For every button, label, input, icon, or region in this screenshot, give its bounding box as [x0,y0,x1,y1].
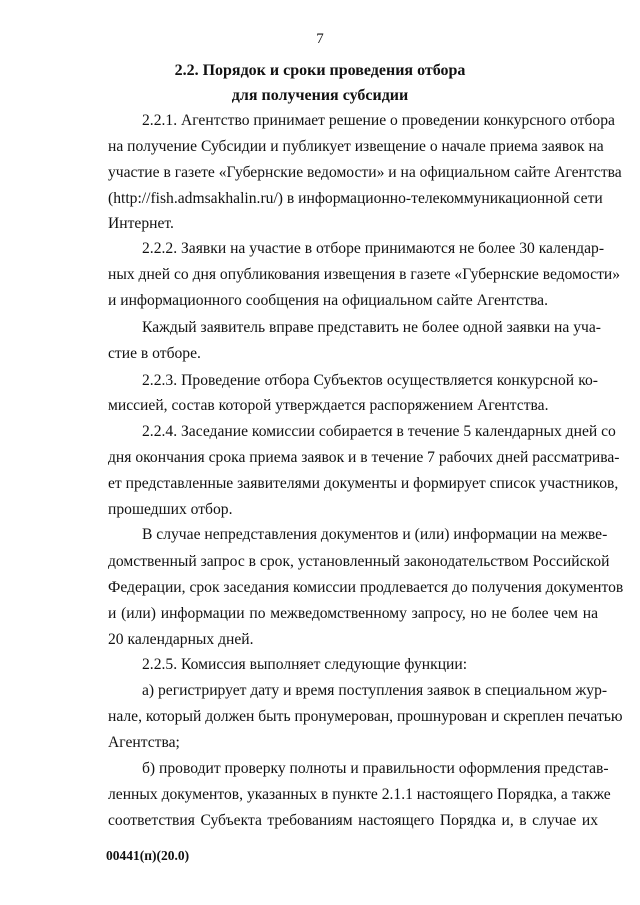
text-line: прошедших отбор. [108,501,233,518]
text-line: В случае непредставления документов и (или) информации на межве- [142,526,608,543]
text-line: 2.2.3. Проведение отбора Субъектов осуществляется конкурсной ко- [142,372,598,389]
text-line: Интернет. [108,215,174,232]
text-line: 2.2.5. Комиссия выполняет следующие функции: [142,656,468,673]
text-line: дня окончания срока приема заявок и в течение 7 рабочих дней рассматрива- [108,449,620,466]
text-line: участие в газете «Губернские ведомости» и на официальном сайте Агентства [108,164,622,181]
text-line: миссией, состав которой утверждается распоряжением Агентства. [108,397,549,414]
text-line: б) проводит проверку полноты и правильности оформления представ- [142,760,609,777]
text-line: 2.2.4. Заседание комиссии собирается в течение 5 календарных дней со [142,423,616,440]
text-line: ет представленные заявителями документы и формирует список участников, [108,475,619,492]
text-line: и (или) информации по межведомственному запросу, но не более чем на [108,605,598,622]
text-line: а) регистрирует дату и время поступления заявок в специальном жур- [142,682,608,699]
section-heading-line-2: для получения субсидии [231,87,409,104]
text-line: 2.2.2. Заявки на участие в отборе принимаются не более 30 календар- [142,240,605,257]
document-code: 00441(п)(20.0) [106,848,190,863]
text-line: на получение Субсидии и публикует извещение о начале приема заявок на [108,138,604,155]
text-line: нале, который должен быть пронумерован, прошнурован и скреплен печатью [108,708,623,725]
text-line: 20 календарных дней. [108,631,254,648]
section-heading-line-1: 2.2. Порядок и сроки проведения отбора [174,62,466,79]
page-number: 7 [316,31,324,47]
text-line: Агентства; [108,734,180,751]
text-line: соответствия Субъекта требованиям настоящего Порядка и, в случае их [108,812,598,829]
text-line: Федерации, срок заседания комиссии продлевается до получения документов [108,579,624,596]
text-line: ных дней со дня опубликования извещения в газете «Губернские ведомости» [108,266,621,283]
text-line: стие в отборе. [108,345,201,362]
text-line: 2.2.1. Агентство принимает решение о проведении конкурсного отбора [142,112,615,129]
text-line: (http://fish.admsakhalin.ru/) в информационно-телекоммуникационной сети [108,190,603,207]
text-line: домственный запрос в срок, установленный законодательством Российской [108,553,610,570]
text-line: Каждый заявитель вправе представить не более одной заявки на уча- [142,319,601,336]
text-line: ленных документов, указанных в пункте 2.1.1 настоящего Порядка, а также [108,786,611,803]
text-line: и информационного сообщения на официальном сайте Агентства. [108,292,549,309]
